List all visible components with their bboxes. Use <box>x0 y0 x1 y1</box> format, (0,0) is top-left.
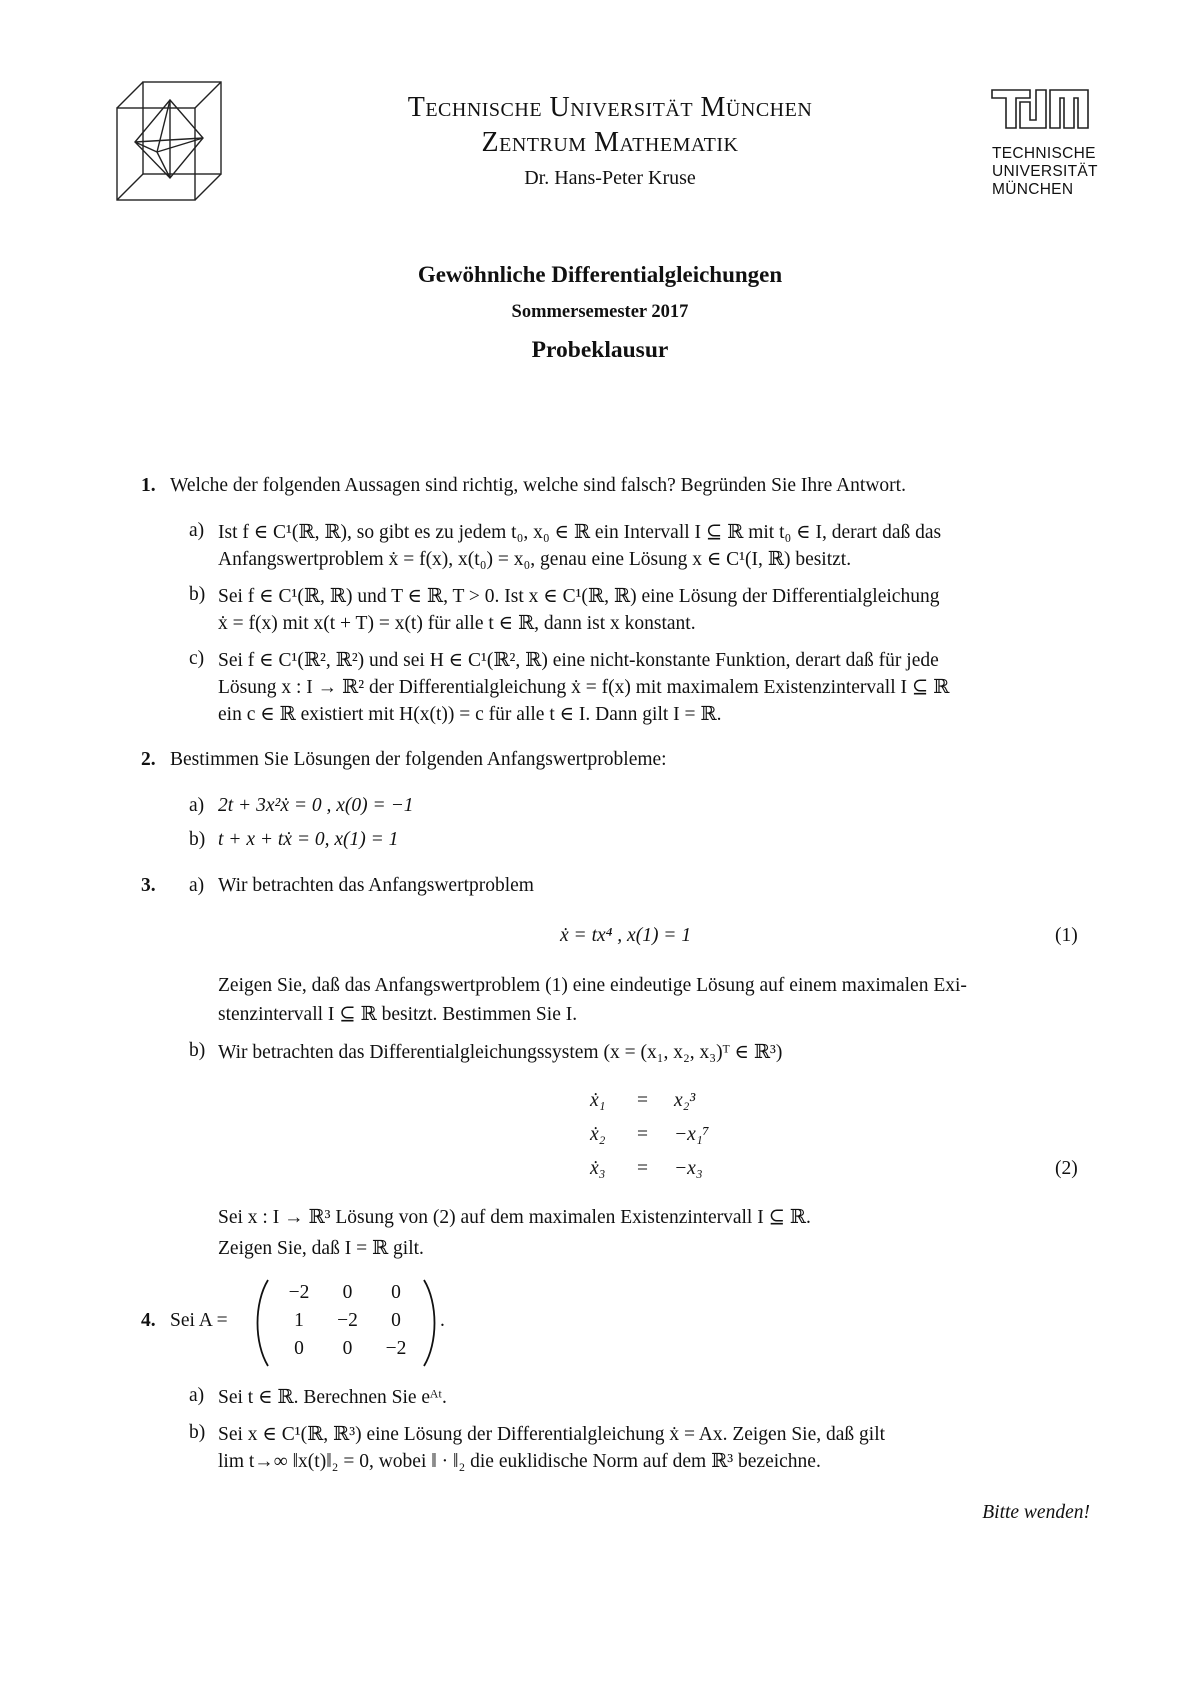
problem-4b-line: lim t→∞ ‖x(t)‖₂ = 0, wobei ‖ · ‖₂ die euklidische Norm auf dem ℝ³ bezeichne. <box>218 1451 821 1472</box>
problem-1c-line: Sei f ∈ C¹(ℝ², ℝ²) und sei H ∈ C¹(ℝ², ℝ) eine nicht-konstante Funktion, derart daß für jede <box>218 650 939 671</box>
problem-2a-equation: 2t + 3x²ẋ = 0 , x(0) = −1 <box>218 795 414 816</box>
matrix-cell: −2 <box>337 1310 358 1331</box>
equation-1: ẋ = tx⁴ , x(1) = 1 <box>560 925 692 946</box>
problem-3b-intro: Wir betrachten das Differentialgleichungssystem (x = (x₁, x₂, x₃)ᵀ ∈ ℝ³) <box>218 1042 783 1063</box>
matrix-cell: 0 <box>342 1338 353 1359</box>
subproblem-label: a) <box>189 1385 205 1406</box>
author-name: Dr. Hans-Peter Kruse <box>524 167 696 189</box>
matrix-cell: 0 <box>294 1338 304 1359</box>
subproblem-label: c) <box>189 648 205 669</box>
problem-1-intro: Welche der folgenden Aussagen sind richtig, welche sind falsch? Begründen Sie Ihre Antwort. <box>170 475 906 496</box>
problem-1b-line: ẋ = f(x) mit x(t + T) = x(t) für alle t ∈ ℝ, dann ist x konstant. <box>218 613 696 634</box>
course-title: Gewöhnliche Differentialgleichungen <box>417 262 783 287</box>
system-lhs: ẋ₂ <box>590 1124 606 1145</box>
subproblem-label: b) <box>189 829 206 850</box>
matrix-cell: −2 <box>288 1282 310 1303</box>
matrix-row <box>275 1310 420 1332</box>
logo-text-line: UNIVERSITÄT <box>992 163 1098 180</box>
subproblem-label: a) <box>189 795 205 816</box>
problem-1c-line: ein c ∈ ℝ existiert mit H(x(t)) = c für alle t ∈ I. Dann gilt I = ℝ. <box>218 704 722 725</box>
problem-number: 3. <box>141 875 156 896</box>
equation-number: (2) <box>1055 1158 1078 1179</box>
system-rhs: x₂³ <box>674 1090 696 1111</box>
problem-1b-line: Sei f ∈ C¹(ℝ, ℝ) und T ∈ ℝ, T > 0. Ist x ∈ C¹(ℝ, ℝ) eine Lösung der Differentialgleichung <box>218 586 940 607</box>
system-equals: = <box>637 1090 648 1111</box>
system-rhs: −x₃ <box>674 1158 703 1179</box>
problem-2b-equation: t + x + tẋ = 0, x(1) = 1 <box>218 829 399 850</box>
problem-1c-line: Lösung x : I → ℝ² der Differentialgleichung ẋ = f(x) mit maximalem Existenzintervall I ⊆ ℝ <box>218 677 950 698</box>
logo-text-line: TECHNISCHE <box>992 145 1096 162</box>
problem-2-intro: Bestimmen Sie Lösungen der folgenden Anfangswertprobleme: <box>170 749 667 770</box>
system-equals: = <box>637 1124 648 1145</box>
problem-1a-line: Ist f ∈ C¹(ℝ, ℝ), so gibt es zu jedem t₀, x₀ ∈ ℝ ein Intervall I ⊆ ℝ mit t₀ ∈ I, derart daß das <box>218 522 942 543</box>
tum-logo-text <box>992 145 1098 199</box>
system-lhs: ẋ₃ <box>590 1158 606 1179</box>
system-rhs: −x₁⁷ <box>674 1124 710 1145</box>
matrix-row <box>275 1338 420 1360</box>
left-paren-icon <box>252 1278 272 1368</box>
right-paren-icon <box>420 1278 440 1368</box>
matrix-cell: 0 <box>391 1310 401 1331</box>
matrix-row <box>275 1282 420 1304</box>
university-name: Technische Universität München <box>407 92 813 123</box>
problem-4b-line: Sei x ∈ C¹(ℝ, ℝ³) eine Lösung der Differentialgleichung ẋ = Ax. Zeigen Sie, daß gilt <box>218 1424 886 1445</box>
tum-logo-icon <box>990 88 1090 136</box>
semester: Sommersemester 2017 <box>511 302 689 322</box>
equation-number: (1) <box>1055 925 1078 946</box>
subproblem-label: a) <box>189 875 205 896</box>
system-equals: = <box>637 1158 648 1179</box>
footer-note: Bitte wenden! <box>982 1502 1090 1523</box>
problem-1a-line: Anfangswertproblem ẋ = f(x), x(t₀) = x₀, genau eine Lösung x ∈ C¹(I, ℝ) besitzt. <box>218 549 852 570</box>
subproblem-label: b) <box>189 584 206 605</box>
matrix-cell: −2 <box>385 1338 407 1359</box>
problem-3b-line: Sei x : I → ℝ³ Lösung von (2) auf dem maximalen Existenzintervall I ⊆ ℝ. <box>218 1207 811 1228</box>
problem-number: 4. <box>141 1310 156 1331</box>
subproblem-label: a) <box>189 520 205 541</box>
department-name: Zentrum Mathematik <box>481 127 739 158</box>
problem-3a-intro: Wir betrachten das Anfangswertproblem <box>218 875 534 896</box>
problem-3a-line: stenzintervall I ⊆ ℝ besitzt. Bestimmen Sie I. <box>218 1004 578 1025</box>
subproblem-label: b) <box>189 1040 206 1061</box>
problem-4-intro: Sei A = <box>170 1310 228 1331</box>
system-lhs: ẋ₁ <box>590 1090 606 1111</box>
problem-number: 1. <box>141 475 156 496</box>
problem-number: 2. <box>141 749 156 770</box>
exam-title: Probeklausur <box>531 337 669 363</box>
problem-3a-line: Zeigen Sie, daß das Anfangswertproblem (1) eine eindeutige Lösung auf einem maximalen Exi- <box>218 975 967 996</box>
matrix-cell: 1 <box>294 1310 304 1331</box>
zentrum-mathematik-logo-icon <box>115 80 227 202</box>
subproblem-label: b) <box>189 1422 206 1443</box>
problem-4a-text: Sei t ∈ ℝ. Berechnen Sie eᴬᵗ. <box>218 1387 447 1408</box>
matrix-cell: 0 <box>391 1282 401 1303</box>
logo-text-line: MÜNCHEN <box>992 181 1074 198</box>
matrix-end: . <box>440 1310 445 1331</box>
matrix-cell: 0 <box>342 1282 353 1303</box>
problem-3b-line: Zeigen Sie, daß I = ℝ gilt. <box>218 1238 424 1259</box>
